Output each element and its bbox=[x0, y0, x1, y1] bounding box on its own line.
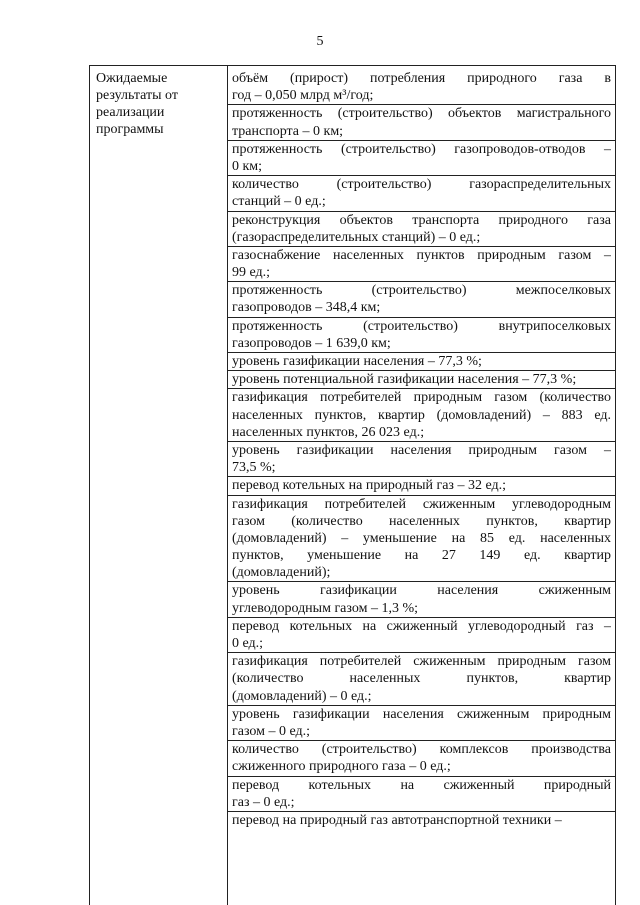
label-line: реализации bbox=[96, 105, 165, 120]
label-line: Ожидаемые bbox=[96, 71, 168, 86]
result-item bbox=[228, 496, 616, 583]
result-item bbox=[228, 741, 616, 776]
result-item-line: газификация потребителей сжиженным природным газом bbox=[232, 654, 611, 670]
result-item bbox=[228, 582, 616, 617]
result-item-line: перевод котельных на природный газ – 32 ед.; bbox=[232, 478, 506, 494]
result-item-line: перевод котельных на сжиженный природный bbox=[232, 777, 611, 793]
result-item-line: (количество населенных пунктов, квартир bbox=[232, 671, 611, 687]
result-item-line: протяженность (строительство) объектов магистрального bbox=[232, 106, 611, 122]
result-item-line: уровень газификации населения природным газом – bbox=[232, 442, 611, 458]
result-item-line: газом (количество населенных пунктов, квартир bbox=[232, 513, 611, 529]
result-item-line: газ – 0 ед.; bbox=[232, 794, 295, 810]
result-item bbox=[228, 70, 616, 105]
result-item-line: (домовладений) – 0 ед.; bbox=[232, 688, 372, 704]
result-item bbox=[228, 389, 616, 442]
result-item-line: углеводородным газом – 1,3 %; bbox=[232, 600, 418, 616]
result-item-line: перевод котельных на сжиженный углеводородный газ – bbox=[232, 618, 611, 634]
result-item-line: населенных пунктов, квартир (домовладений) – 883 ед. bbox=[232, 407, 611, 423]
result-item-line: пунктов, уменьшение на 27 149 ед. квартир bbox=[232, 548, 611, 564]
result-item bbox=[228, 371, 616, 389]
expected-results-values-cell bbox=[232, 70, 611, 829]
result-item-line: транспорта – 0 км; bbox=[232, 123, 344, 139]
result-item-line: уровень газификации населения сжиженным природным bbox=[232, 706, 611, 722]
label-line: программы bbox=[96, 122, 164, 137]
result-item-line: газификация потребителей сжиженным углеводородным bbox=[232, 496, 611, 512]
result-item-line: сжиженного природного газа – 0 ед.; bbox=[232, 759, 451, 775]
result-item-line: год – 0,050 млрд м³/год; bbox=[232, 88, 374, 104]
result-item-line: населенных пунктов, 26 023 ед.; bbox=[232, 424, 425, 440]
result-item-line: протяженность (строительство) межпоселковых bbox=[232, 283, 611, 299]
result-item bbox=[228, 812, 616, 829]
result-item-line: реконструкция объектов транспорта природного газа bbox=[232, 212, 611, 228]
result-item-line: 99 ед.; bbox=[232, 265, 271, 281]
result-item-line: (домовладений); bbox=[232, 565, 331, 581]
result-item bbox=[228, 618, 616, 653]
result-item bbox=[228, 653, 616, 706]
result-item bbox=[228, 282, 616, 317]
result-item bbox=[228, 105, 616, 140]
result-item-line: протяженность (строительство) газопроводов-отводов – bbox=[232, 141, 611, 157]
result-item bbox=[228, 777, 616, 812]
result-item-line: уровень газификации населения сжиженным bbox=[232, 583, 611, 599]
result-item bbox=[228, 442, 616, 477]
result-item-line: газом – 0 ед.; bbox=[232, 723, 311, 739]
result-item-line: объём (прирост) потребления природного газа в bbox=[232, 71, 611, 86]
page-number: 5 bbox=[316, 34, 324, 49]
expected-results-label-cell bbox=[96, 70, 224, 138]
result-item-line: 0 км; bbox=[232, 158, 263, 174]
result-item bbox=[228, 706, 616, 741]
result-item bbox=[228, 176, 616, 211]
result-item bbox=[228, 353, 616, 371]
result-item bbox=[228, 318, 616, 353]
result-item-line: (газораспределительных станций) – 0 ед.; bbox=[232, 229, 481, 245]
result-item-line: станций – 0 ед.; bbox=[232, 194, 326, 210]
result-item-line: 0 ед.; bbox=[232, 636, 264, 651]
result-item-line: 73,5 %; bbox=[232, 460, 276, 476]
result-item-line: газоснабжение населенных пунктов природным газом – bbox=[232, 247, 611, 263]
result-item-line: уровень потенциальной газификации населения – 77,3 %; bbox=[232, 372, 577, 388]
program-table bbox=[89, 65, 616, 905]
result-item bbox=[228, 212, 616, 247]
result-item-line: уровень газификации населения – 77,3 %; bbox=[232, 354, 482, 369]
label-line: результаты от bbox=[96, 88, 178, 103]
result-item bbox=[228, 477, 616, 495]
result-item bbox=[228, 141, 616, 176]
result-item bbox=[228, 247, 616, 282]
result-item-line: газопроводов – 348,4 км; bbox=[232, 300, 381, 316]
result-item-line: количество (строительство) комплексов производства bbox=[232, 742, 611, 758]
result-item-line: газификация потребителей природным газом (количество bbox=[232, 390, 611, 406]
result-item-line: протяженность (строительство) внутрипоселковых bbox=[232, 318, 611, 334]
result-item-line: (домовладений) – уменьшение на 85 ед. населенных bbox=[232, 530, 611, 546]
result-item-line: газопроводов – 1 639,0 км; bbox=[232, 335, 391, 351]
result-item-line: перевод на природный газ автотранспортной техники – bbox=[232, 812, 562, 828]
result-item-line: количество (строительство) газораспределительных bbox=[232, 177, 611, 193]
